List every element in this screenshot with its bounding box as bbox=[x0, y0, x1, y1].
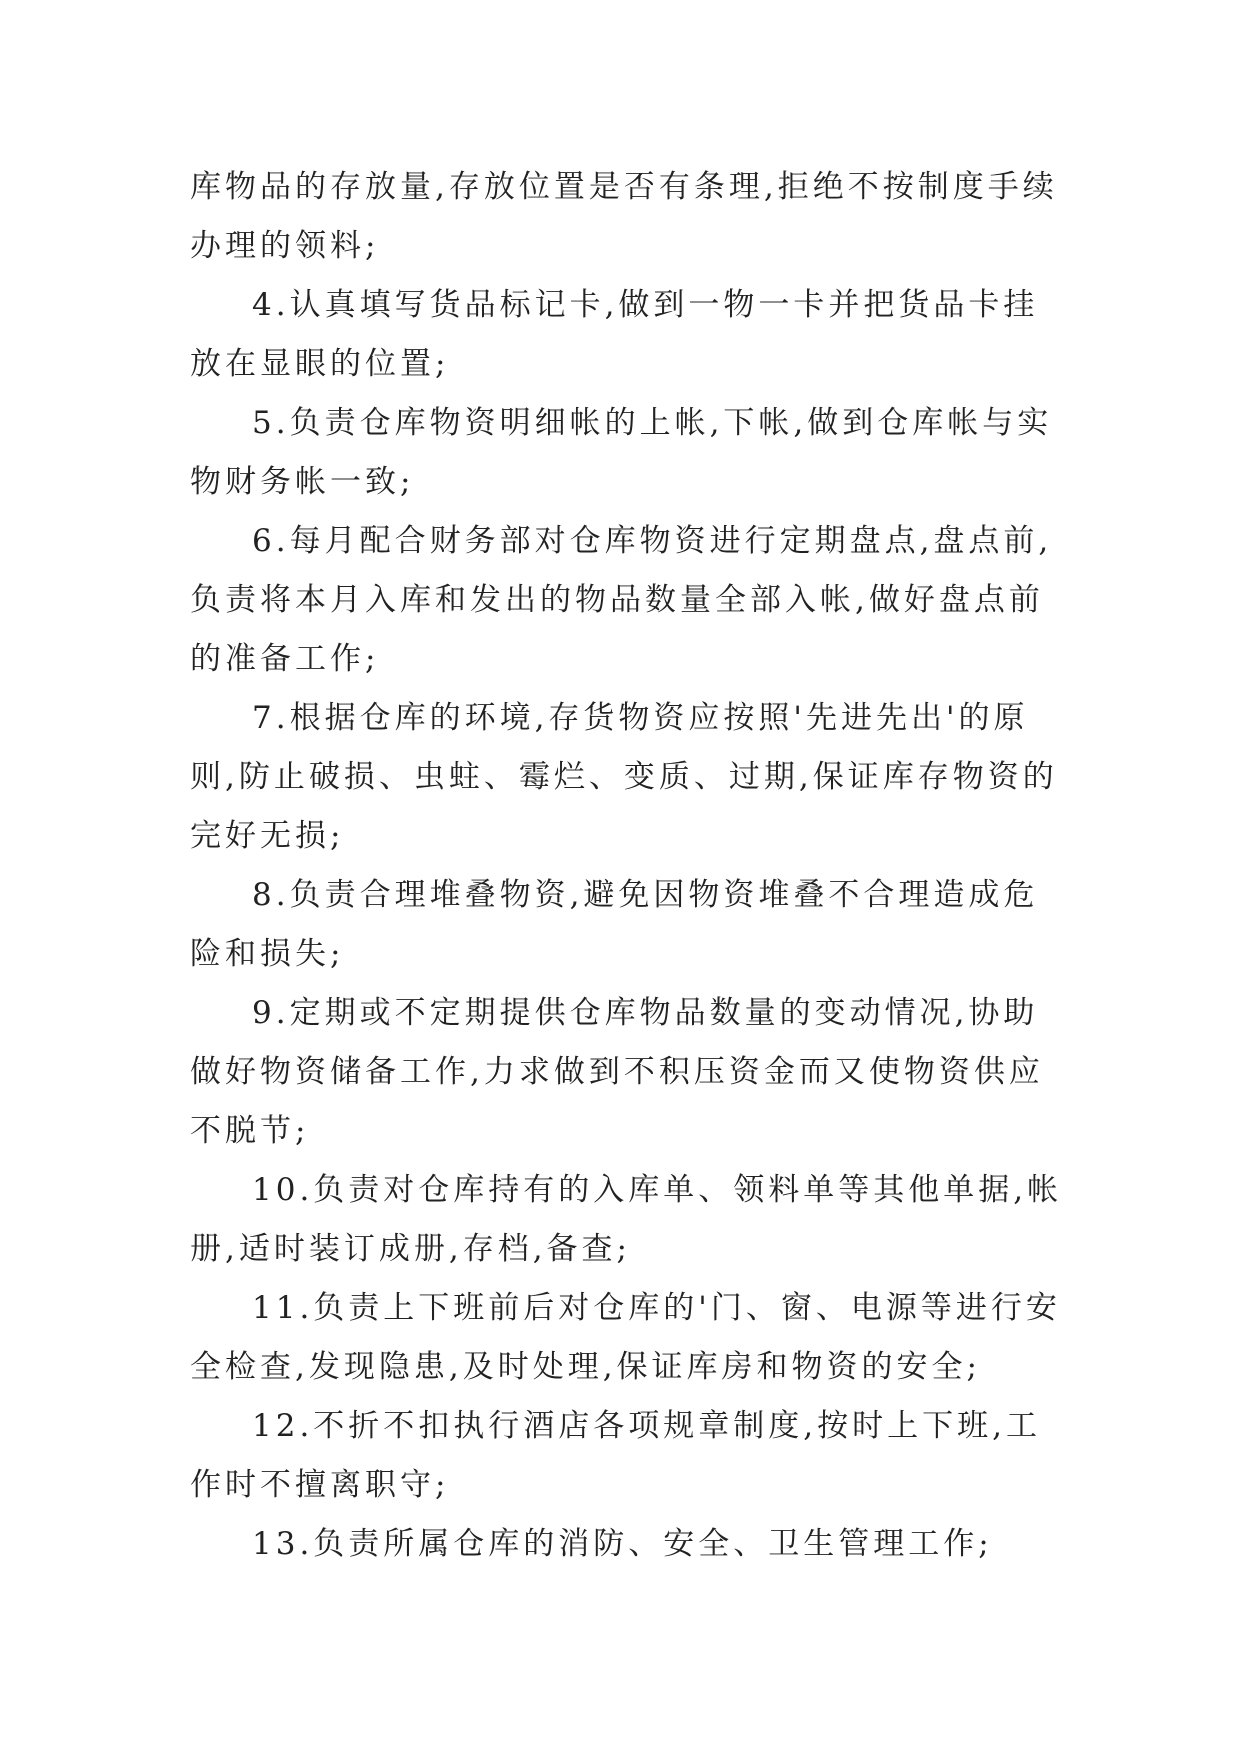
document-body bbox=[190, 158, 1070, 1574]
paragraph-item-11: 11.负责上下班前后对仓库的'门、窗、电源等进行安全检查,发现隐患,及时处理,保证库房和物资的安全; bbox=[190, 1290, 1061, 1385]
paragraph-item-13: 13.负责所属仓库的消防、安全、卫生管理工作; bbox=[252, 1526, 993, 1562]
paragraph-item-7: 7.根据仓库的环境,存货物资应按照'先进先出'的原则,防止破损、虫蛀、霉烂、变质、过期,保证库存物资的完好无损; bbox=[190, 700, 1058, 854]
paragraph-item-9: 9.定期或不定期提供仓库物品数量的变动情况,协助做好物资储备工作,力求做到不积压资金而又使物资供应不脱节; bbox=[190, 995, 1044, 1149]
paragraph-item-10: 10.负责对仓库持有的入库单、领料单等其他单据,帐册,适时装订成册,存档,备查; bbox=[190, 1172, 1063, 1267]
paragraph-item-4: 4.认真填写货品标记卡,做到一物一卡并把货品卡挂放在显眼的位置; bbox=[190, 287, 1039, 382]
paragraph-continuation: 库物品的存放量,存放位置是否有条理,拒绝不按制度手续办理的领料; bbox=[190, 169, 1058, 264]
paragraph-item-6: 6.每月配合财务部对仓库物资进行定期盘点,盘点前,负责将本月入库和发出的物品数量全部入帐,做好盘点前的准备工作; bbox=[190, 523, 1053, 677]
paragraph-item-12: 12.不折不扣执行酒店各项规章制度,按时上下班,工作时不擅离职守; bbox=[190, 1408, 1042, 1503]
paragraph-item-8: 8.负责合理堆叠物资,避免因物资堆叠不合理造成危险和损失; bbox=[190, 877, 1039, 972]
paragraph-item-5: 5.负责仓库物资明细帐的上帐,下帐,做到仓库帐与实物财务帐一致; bbox=[190, 405, 1053, 500]
